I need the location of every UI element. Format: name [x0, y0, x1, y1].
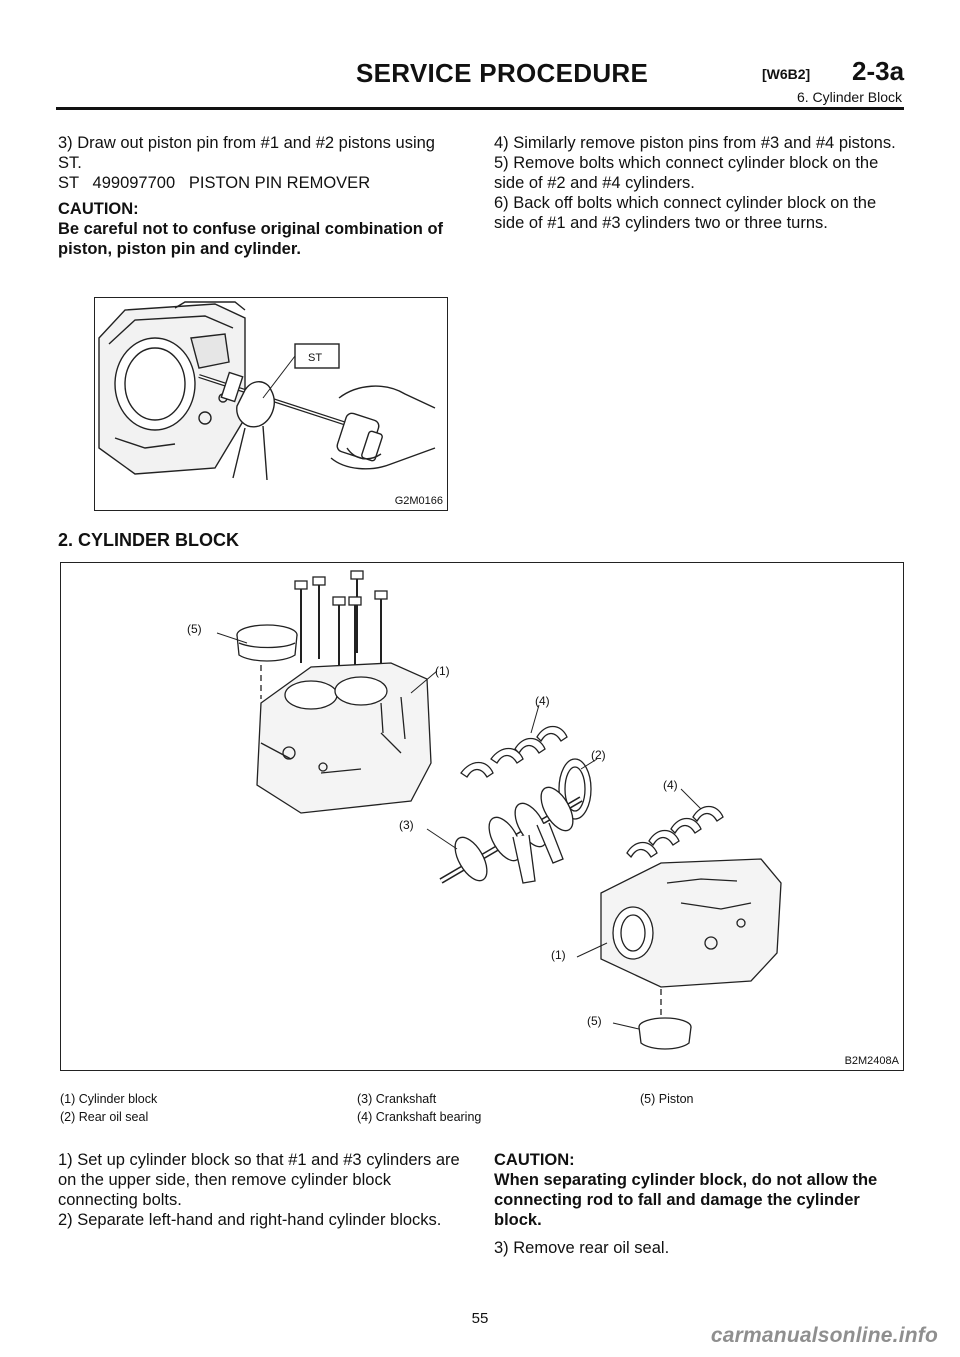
step-3-text: 3) Remove rear oil seal.: [494, 1239, 670, 1257]
figure-legend: [60, 1090, 902, 1130]
callout-bearing-lower: (4): [663, 778, 678, 792]
left-column-top: [58, 133, 462, 259]
page-number: 55: [471, 1310, 489, 1327]
figure-code: B2M2408A: [844, 1055, 899, 1067]
step-5-text: 5) Remove bolts which connect cylinder block on the side of #2 and #4 cylinders.: [494, 154, 879, 192]
callout-cylinder-block-upper: (1): [435, 664, 450, 678]
caution-text: Be careful not to confuse original combination of piston, piston pin and cylinder.: [58, 220, 444, 258]
step-2-text: 2) Separate left-hand and right-hand cylinder blocks.: [58, 1211, 442, 1229]
callout-crankshaft: (3): [399, 818, 414, 832]
legend-item: (1) Cylinder block: [60, 1092, 158, 1106]
section-code: [W6B2]: [762, 66, 811, 82]
legend-item: (2) Rear oil seal: [60, 1110, 149, 1124]
step-6-text: 6) Back off bolts which connect cylinder block on the side of #1 and #3 cylinders two or three turns.: [494, 194, 877, 232]
callout-piston-lower: (5): [587, 1014, 602, 1028]
callout-cylinder-block-lower: (1): [551, 948, 566, 962]
legend-item: (5) Piston: [640, 1092, 694, 1106]
legend-item: (4) Crankshaft bearing: [357, 1110, 482, 1124]
section-subtitle: 6. Cylinder Block: [796, 89, 902, 105]
callout-rear-oil-seal: (2): [591, 748, 606, 762]
callout-piston-upper: (5): [187, 622, 202, 636]
step-1-text: 1) Set up cylinder block so that #1 and #3 cylinders are on the upper side, then remove cylinder block connecting bolts.: [58, 1151, 460, 1209]
special-tool-text: ST 499097700 PISTON PIN REMOVER: [58, 174, 371, 192]
header-rule: [56, 107, 904, 110]
caution-text: When separating cylinder block, do not allow the connecting rod to fall and damage the cylinder block.: [494, 1171, 878, 1229]
watermark: carmanualsonline.info: [710, 1324, 938, 1347]
figure-cylinder-block-exploded: [60, 562, 904, 1071]
callout-st: ST: [308, 352, 323, 364]
caution-label: CAUTION:: [58, 200, 139, 218]
caution-label: CAUTION:: [494, 1151, 575, 1169]
legend-item: (3) Crankshaft: [357, 1092, 437, 1106]
step-3-text: 3) Draw out piston pin from #1 and #2 pistons using ST.: [58, 134, 435, 172]
section-heading: 2. CYLINDER BLOCK: [58, 530, 240, 550]
callout-bearing-upper: (4): [535, 694, 550, 708]
step-4-text: 4) Similarly remove piston pins from #3 and #4 pistons.: [494, 134, 896, 152]
left-column-bottom: [58, 1150, 462, 1230]
figure-piston-pin-removal: [94, 297, 448, 511]
right-column-top: [494, 133, 902, 233]
cylinder-block-exploded-illustration-icon: [61, 563, 903, 1070]
page-title: SERVICE PROCEDURE: [356, 58, 649, 88]
piston-pin-remover-illustration-icon: [95, 298, 447, 510]
right-column-bottom: [494, 1150, 902, 1258]
figure-code: G2M0166: [394, 495, 443, 507]
section-number: 2-3a: [852, 56, 905, 86]
